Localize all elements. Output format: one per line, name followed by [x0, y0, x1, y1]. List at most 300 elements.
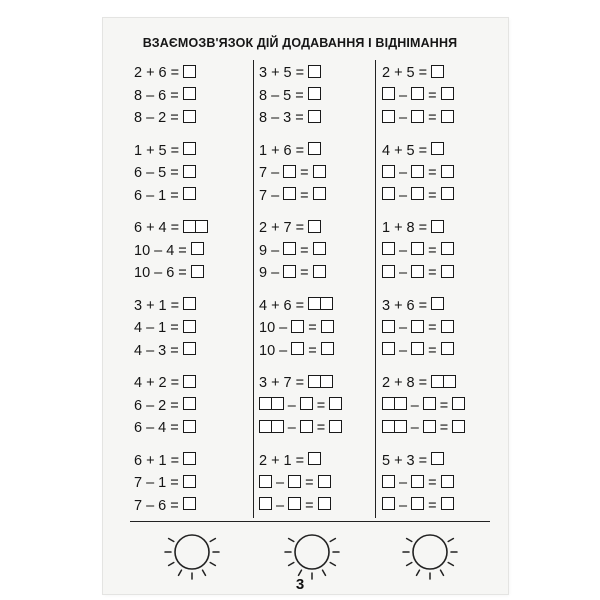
operand-a: 5: [382, 452, 391, 469]
result-slot: [329, 420, 342, 437]
equals-sign: =: [439, 397, 449, 414]
operator: –: [146, 187, 155, 204]
exercise-group: [382, 295, 502, 373]
operand-b: 6: [158, 87, 167, 104]
result-slot: [441, 320, 454, 337]
result-slot: [431, 65, 444, 82]
exercise-column-1: [134, 62, 254, 527]
equals-sign: =: [308, 320, 317, 337]
operand-b: 6: [283, 297, 292, 314]
operand-b: 1: [158, 475, 167, 492]
result-answer-box[interactable]: [183, 187, 196, 200]
equation-line: [134, 317, 254, 340]
result-answer-box[interactable]: [313, 265, 326, 278]
operand-b-answer-box[interactable]: [411, 342, 424, 355]
sun-ray: [179, 570, 182, 575]
result-answer-box[interactable]: [183, 165, 196, 178]
equation-line: [259, 417, 379, 440]
equals-sign: =: [428, 475, 437, 492]
result-answer-box[interactable]: [183, 452, 196, 465]
result-answer-box[interactable]: [183, 142, 196, 155]
equation-line: [259, 107, 379, 130]
operator: –: [399, 475, 408, 492]
operand-a: 9: [259, 265, 268, 282]
equation-line: [382, 450, 502, 473]
sun-ray: [169, 539, 174, 542]
result-slot: [441, 165, 454, 182]
operand-b-slot: [291, 342, 304, 359]
operand-b: 3: [158, 342, 167, 359]
result-answer-box[interactable]: [318, 497, 331, 510]
operand-a-answer-box[interactable]: [382, 187, 395, 200]
result-answer-box[interactable]: [183, 375, 196, 388]
equals-sign: =: [300, 165, 309, 182]
operand-a: 7: [259, 187, 268, 204]
operand-a-answer-box[interactable]: [382, 87, 395, 100]
operand-b: 6: [158, 65, 167, 82]
result-answer-box[interactable]: [431, 452, 444, 465]
result-answer-box[interactable]: [183, 110, 196, 123]
equals-sign: =: [428, 87, 437, 104]
result-answer-box[interactable]: [441, 242, 454, 255]
equals-sign: =: [428, 165, 437, 182]
operand-a: 3: [259, 65, 268, 82]
equals-sign: =: [428, 342, 437, 359]
equation-line: [134, 450, 254, 473]
operand-a-answer-box[interactable]: [394, 397, 407, 410]
sun-row: [0, 522, 600, 582]
equation-line: [134, 85, 254, 108]
equals-sign: =: [300, 265, 309, 282]
operand-b-slot: [300, 420, 313, 437]
operand-b-answer-box[interactable]: [283, 265, 296, 278]
equals-sign: =: [308, 342, 317, 359]
result-answer-box[interactable]: [191, 242, 204, 255]
result-answer-box[interactable]: [329, 420, 342, 433]
equals-sign: =: [170, 320, 179, 337]
operand-a: 2: [259, 452, 268, 469]
operand-a-answer-box[interactable]: [259, 475, 272, 488]
result-answer-box[interactable]: [329, 397, 342, 410]
equals-sign: =: [418, 220, 428, 237]
operator: +: [146, 375, 155, 392]
operand-b: 5: [158, 142, 167, 159]
exercise-group: [259, 295, 379, 373]
result-slot: [183, 297, 196, 314]
result-slot: [313, 165, 326, 182]
operand-a-slot: [382, 87, 395, 104]
sun-disc: [295, 535, 329, 569]
operand-a-answer-box[interactable]: [382, 265, 395, 278]
sun-ray: [169, 563, 174, 566]
equation-line: [259, 85, 379, 108]
result-slot: [431, 375, 456, 392]
result-answer-box[interactable]: [308, 142, 321, 155]
result-answer-box[interactable]: [183, 297, 196, 310]
equation-line: [259, 240, 379, 263]
operand-b-slot: [411, 320, 424, 337]
equation-line: [259, 372, 379, 395]
operand-a: 4: [134, 375, 143, 392]
result-answer-box[interactable]: [183, 497, 196, 510]
result-slot: [441, 265, 454, 282]
operand-b-slot: [411, 187, 424, 204]
sun-icon: [165, 535, 219, 579]
sun-ray: [448, 539, 453, 542]
operand-a: 10: [134, 265, 151, 282]
operator: +: [146, 220, 155, 237]
equation-line: [259, 185, 379, 208]
operator: –: [399, 497, 408, 514]
equals-sign: =: [295, 110, 304, 127]
result-answer-box[interactable]: [313, 242, 326, 255]
operand-b: 4: [158, 420, 167, 437]
operator: –: [146, 165, 155, 182]
operand-a-answer-box[interactable]: [382, 342, 395, 355]
result-answer-box[interactable]: [183, 320, 196, 333]
operand-a-answer-box[interactable]: [382, 475, 395, 488]
equation-line: [382, 317, 502, 340]
equation-line: [134, 495, 254, 518]
result-answer-box[interactable]: [183, 397, 196, 410]
operand-b-slot: [283, 165, 296, 182]
operand-b: 2: [158, 397, 167, 414]
result-slot: [308, 297, 333, 314]
sun-ray: [289, 539, 294, 542]
operand-b-answer-box[interactable]: [300, 420, 313, 433]
equation-line: [259, 450, 379, 473]
result-slot: [441, 342, 454, 359]
operand-a-slot: [382, 187, 395, 204]
operand-b-answer-box[interactable]: [283, 165, 296, 178]
operand-b: 2: [158, 375, 167, 392]
sun-icon: [285, 535, 339, 579]
result-answer-box[interactable]: [452, 420, 465, 433]
operator: +: [394, 65, 403, 82]
equals-sign: =: [170, 65, 180, 82]
equation-line: [382, 107, 502, 130]
equals-sign: =: [428, 265, 437, 282]
operand-b-answer-box[interactable]: [291, 342, 304, 355]
operand-a-answer-box[interactable]: [259, 497, 272, 510]
equals-sign: =: [170, 110, 179, 127]
operator: –: [410, 397, 419, 414]
operand-b-answer-box[interactable]: [411, 475, 424, 488]
exercise-group: [259, 140, 379, 218]
equation-line: [134, 262, 254, 285]
result-slot: [441, 475, 454, 492]
sun-ray: [407, 563, 412, 566]
result-answer-box[interactable]: [308, 220, 321, 233]
equation-line: [134, 140, 254, 163]
operand-a-slot: [259, 420, 284, 437]
result-answer-box[interactable]: [308, 65, 321, 78]
equation-line: [259, 340, 379, 363]
result-answer-box[interactable]: [320, 297, 333, 310]
equation-line: [382, 295, 502, 318]
operand-b: 6: [158, 497, 167, 514]
result-slot: [431, 297, 444, 314]
operand-a: 4: [134, 342, 143, 359]
operand-b-answer-box[interactable]: [411, 187, 424, 200]
result-answer-box[interactable]: [308, 110, 321, 123]
equals-sign: =: [295, 297, 305, 314]
result-slot: [313, 242, 326, 259]
result-answer-box[interactable]: [183, 342, 196, 355]
operand-a: 6: [134, 187, 143, 204]
equals-sign: =: [170, 452, 180, 469]
result-answer-box[interactable]: [431, 297, 444, 310]
exercise-group: [259, 217, 379, 295]
equation-line: [382, 162, 502, 185]
equation-line: [259, 62, 379, 85]
operand-a-slot: [382, 165, 395, 182]
operator: –: [276, 497, 285, 514]
operand-a: 2: [382, 375, 391, 392]
operand-a: 4: [259, 297, 268, 314]
operand-a-slot: [259, 497, 272, 514]
equals-sign: =: [170, 297, 180, 314]
equation-line: [134, 217, 254, 240]
operand-b-answer-box[interactable]: [411, 320, 424, 333]
operand-a-slot: [382, 420, 407, 437]
result-answer-box[interactable]: [320, 375, 333, 388]
equation-line: [259, 295, 379, 318]
operand-b-answer-box[interactable]: [423, 397, 436, 410]
equation-line: [259, 317, 379, 340]
result-answer-box[interactable]: [441, 497, 454, 510]
result-answer-box[interactable]: [441, 87, 454, 100]
equation-line: [259, 162, 379, 185]
result-answer-box[interactable]: [431, 220, 444, 233]
operand-b: 1: [158, 297, 167, 314]
operand-b-slot: [411, 265, 424, 282]
operator: –: [399, 320, 408, 337]
operand-a: 4: [134, 320, 143, 337]
equals-sign: =: [305, 475, 314, 492]
equation-line: [382, 140, 502, 163]
sun-ray: [330, 563, 335, 566]
operand-b: 6: [406, 297, 415, 314]
result-answer-box[interactable]: [321, 320, 334, 333]
result-slot: [183, 420, 196, 437]
result-answer-box[interactable]: [441, 342, 454, 355]
exercise-group: [259, 450, 379, 528]
equation-line: [134, 62, 254, 85]
operator: –: [154, 265, 163, 282]
result-answer-box[interactable]: [431, 142, 444, 155]
operand-b-slot: [283, 242, 296, 259]
operand-a: 7: [134, 497, 143, 514]
result-slot: [431, 220, 444, 237]
equation-line: [134, 372, 254, 395]
sun-ray: [299, 570, 302, 575]
operand-a: 9: [259, 242, 268, 259]
operand-b: 8: [406, 375, 415, 392]
operator: –: [287, 397, 296, 414]
equation-line: [134, 162, 254, 185]
result-answer-box[interactable]: [452, 397, 465, 410]
operator: +: [394, 142, 403, 159]
result-answer-box[interactable]: [191, 265, 204, 278]
equation-line: [134, 417, 254, 440]
result-answer-box[interactable]: [441, 165, 454, 178]
operator: –: [399, 342, 408, 359]
exercise-group: [134, 372, 254, 450]
result-answer-box[interactable]: [431, 65, 444, 78]
operand-b-answer-box[interactable]: [288, 475, 301, 488]
equals-sign: =: [170, 475, 179, 492]
operand-a: 3: [134, 297, 143, 314]
operand-a: 3: [259, 375, 268, 392]
operator: –: [271, 242, 280, 259]
equation-line: [259, 217, 379, 240]
operand-b-answer-box[interactable]: [411, 265, 424, 278]
equals-sign: =: [295, 452, 305, 469]
result-answer-box[interactable]: [443, 375, 456, 388]
result-answer-box[interactable]: [183, 65, 196, 78]
operand-b-slot: [411, 497, 424, 514]
result-slot: [183, 165, 196, 182]
operand-b-slot: [283, 265, 296, 282]
equals-sign: =: [316, 397, 326, 414]
result-answer-box[interactable]: [308, 452, 321, 465]
operand-b-slot: [411, 342, 424, 359]
operator: +: [271, 297, 280, 314]
result-answer-box[interactable]: [441, 110, 454, 123]
result-answer-box[interactable]: [308, 87, 321, 100]
operand-b: 1: [158, 187, 167, 204]
operator: –: [146, 320, 155, 337]
operand-b: 5: [283, 65, 292, 82]
operator: +: [146, 452, 155, 469]
result-slot: [321, 342, 334, 359]
operand-b-slot: [291, 320, 304, 337]
result-answer-box[interactable]: [313, 165, 326, 178]
operand-b-answer-box[interactable]: [411, 87, 424, 100]
operand-b-answer-box[interactable]: [291, 320, 304, 333]
result-slot: [441, 242, 454, 259]
operand-b: 1: [158, 452, 167, 469]
operand-a-answer-box[interactable]: [271, 420, 284, 433]
result-slot: [313, 265, 326, 282]
operand-a-answer-box[interactable]: [271, 397, 284, 410]
equals-sign: =: [170, 375, 180, 392]
exercise-group: [134, 450, 254, 528]
operand-a-answer-box[interactable]: [382, 165, 395, 178]
operand-b-answer-box[interactable]: [411, 497, 424, 510]
exercise-column-3: [382, 62, 502, 527]
operand-b: 3: [406, 452, 415, 469]
operand-b: 3: [283, 110, 292, 127]
equation-line: [134, 107, 254, 130]
operator: +: [146, 142, 155, 159]
result-slot: [183, 142, 196, 159]
exercise-group: [382, 217, 502, 295]
result-answer-box[interactable]: [318, 475, 331, 488]
equals-sign: =: [305, 497, 314, 514]
operand-b-answer-box[interactable]: [283, 242, 296, 255]
operand-b-answer-box[interactable]: [411, 110, 424, 123]
operator: –: [154, 242, 163, 259]
operand-a-answer-box[interactable]: [382, 242, 395, 255]
result-answer-box[interactable]: [441, 320, 454, 333]
result-answer-box[interactable]: [313, 187, 326, 200]
result-slot: [183, 475, 196, 492]
operand-b-answer-box[interactable]: [411, 242, 424, 255]
operand-a-slot: [382, 497, 395, 514]
operand-b-slot: [300, 397, 313, 414]
exercise-group: [134, 217, 254, 295]
operand-a: 2: [134, 65, 143, 82]
operand-b-answer-box[interactable]: [411, 165, 424, 178]
result-answer-box[interactable]: [183, 87, 196, 100]
equation-line: [382, 217, 502, 240]
result-answer-box[interactable]: [183, 420, 196, 433]
result-slot: [441, 187, 454, 204]
equation-line: [259, 395, 379, 418]
operand-b-answer-box[interactable]: [423, 420, 436, 433]
operand-b-slot: [411, 165, 424, 182]
operand-a-slot: [382, 397, 407, 414]
result-slot: [191, 242, 204, 259]
result-slot: [183, 220, 208, 237]
operand-b: 7: [283, 220, 292, 237]
equals-sign: =: [170, 87, 179, 104]
operator: –: [146, 475, 155, 492]
operator: –: [279, 342, 288, 359]
equals-sign: =: [418, 452, 428, 469]
operand-a-answer-box[interactable]: [382, 320, 395, 333]
result-slot: [183, 110, 196, 127]
result-slot: [183, 375, 196, 392]
operator: +: [146, 297, 155, 314]
result-slot: [452, 397, 465, 414]
operator: +: [394, 375, 403, 392]
sun-ray: [203, 570, 206, 575]
result-answer-box[interactable]: [441, 475, 454, 488]
operator: –: [279, 320, 288, 337]
equation-line: [382, 395, 502, 418]
result-slot: [183, 397, 196, 414]
operator: +: [271, 375, 280, 392]
operand-a: 1: [382, 220, 391, 237]
column-divider-1: [253, 60, 254, 518]
operand-b: 1: [283, 452, 292, 469]
operand-b-answer-box[interactable]: [300, 397, 313, 410]
operand-a: 2: [259, 220, 268, 237]
result-answer-box[interactable]: [183, 475, 196, 488]
operand-a-answer-box[interactable]: [394, 420, 407, 433]
result-answer-box[interactable]: [441, 187, 454, 200]
operand-b-slot: [288, 497, 301, 514]
result-slot: [452, 420, 465, 437]
operand-b-answer-box[interactable]: [288, 497, 301, 510]
operator: –: [410, 420, 419, 437]
operand-a-answer-box[interactable]: [382, 110, 395, 123]
operand-a-answer-box[interactable]: [382, 497, 395, 510]
equals-sign: =: [418, 65, 428, 82]
equals-sign: =: [170, 497, 179, 514]
result-answer-box[interactable]: [195, 220, 208, 233]
operator: –: [146, 87, 155, 104]
equals-sign: =: [428, 320, 437, 337]
result-answer-box[interactable]: [321, 342, 334, 355]
operand-a-slot: [382, 475, 395, 492]
result-slot: [308, 65, 321, 82]
operand-b-answer-box[interactable]: [283, 187, 296, 200]
result-answer-box[interactable]: [441, 265, 454, 278]
